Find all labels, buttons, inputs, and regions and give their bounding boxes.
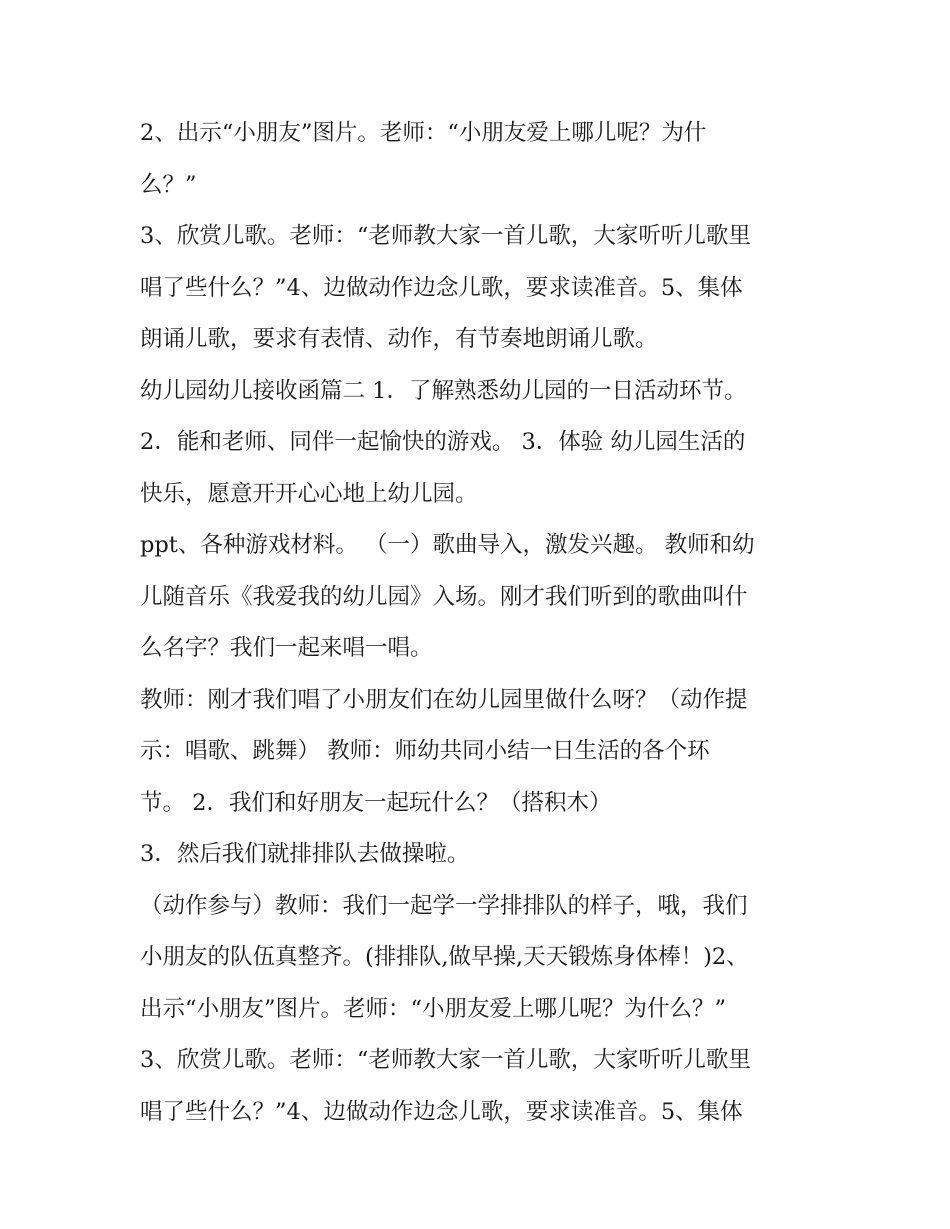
text-line: （动作参与）教师：我们一起学一学排排队的样子，哦，我们: [140, 892, 748, 919]
text-line: 节。 2．我们和好朋友一起玩什么？（搭积木）: [140, 789, 612, 816]
text-line: 么名字？我们一起来唱一唱。: [140, 635, 433, 661]
text-line: 出示“小朋友”图片。老师：“小朋友爱上哪儿呢？为什么？”: [140, 995, 727, 1022]
text-line: 2．能和老师、同伴一起愉快的游戏。 3．体验 幼儿园生活的: [140, 429, 746, 455]
text-line: 儿随音乐《我爱我的幼儿园》入场。刚才我们听到的歌曲叫什: [140, 583, 748, 610]
text-line: 3、欣赏儿歌。老师：“老师教大家一首儿歌，大家听听儿歌里: [140, 1047, 751, 1073]
text-line: 快乐，愿意开开心心地上幼儿园。: [140, 480, 478, 507]
text-line: 朗诵儿歌，要求有表情、动作，有节奏地朗诵儿歌。: [140, 326, 658, 352]
text-line: 3、欣赏儿歌。老师：“老师教大家一首儿歌，大家听听儿歌里: [140, 223, 751, 249]
text-line: 唱了些什么？”4、边做动作边念儿歌，要求读准音。5、集体: [140, 274, 743, 301]
text-line: ppt、各种游戏材料。 （一）歌曲导入，激发兴趣。 教师和幼: [140, 532, 755, 558]
text-line: 3．然后我们就排排队去做操啦。: [140, 841, 470, 867]
text-line: 唱了些什么？”4、边做动作边念儿歌，要求读准音。5、集体: [140, 1098, 743, 1125]
document-body: [140, 108, 820, 1138]
text-line: 示：唱歌、跳舞） 教师：师幼共同小结一日生活的各个环: [140, 738, 710, 764]
text-line: 么？”: [140, 171, 197, 198]
text-line: 小朋友的队伍真整齐。(排排队,做早操,天天锻炼身体棒！)2、: [140, 944, 749, 970]
text-line: 教师：刚才我们唱了小朋友们在幼儿园里做什么呀？（动作提: [140, 686, 748, 713]
text-line: 2、出示“小朋友”图片。老师：“小朋友爱上哪儿呢？为什: [140, 120, 707, 146]
text-line: 幼儿园幼儿接收函篇二 1．了解熟悉幼儿园的一日活动环节。: [140, 377, 747, 404]
